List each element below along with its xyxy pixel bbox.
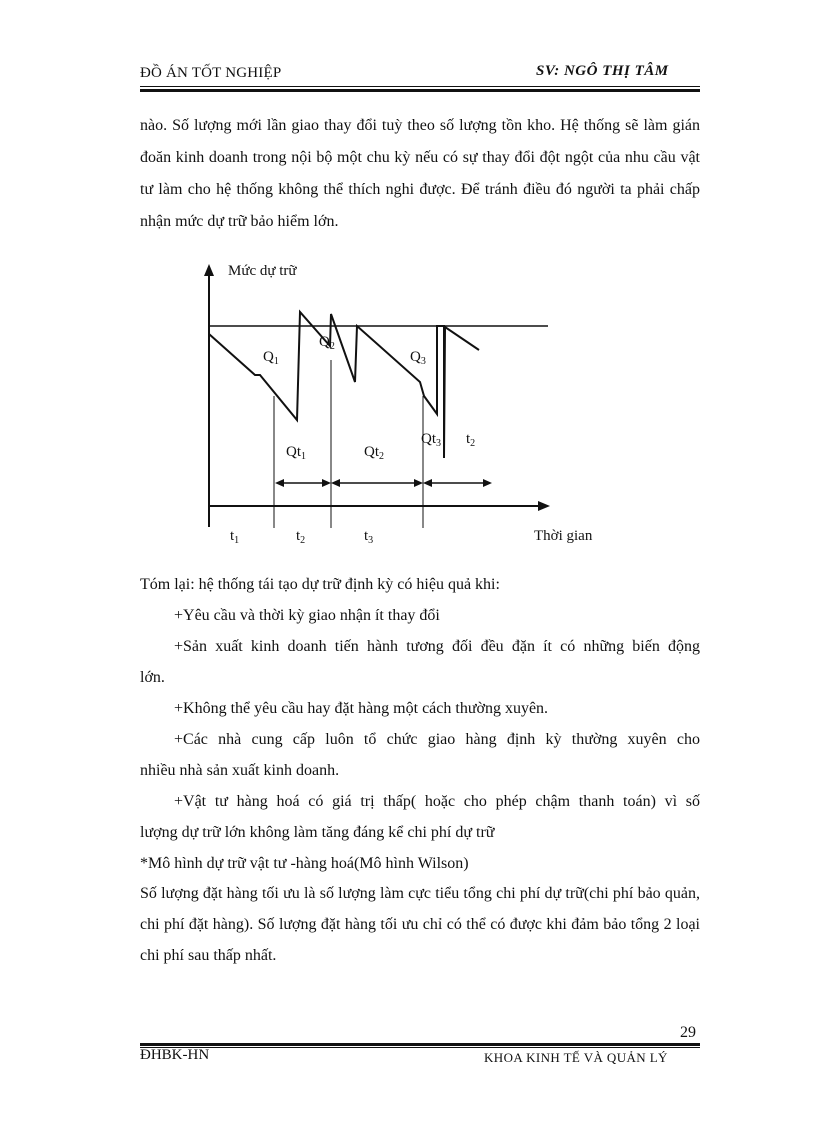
- summary-intro: Tóm lại: hệ thống tái tạo dự trữ định kỳ có hiệu quả khi:: [140, 576, 500, 593]
- t2-axis-label: $t_2$: [296, 528, 306, 546]
- summary-bullet-5-line-1: +Vật tư hàng hoá có giá trị thấp( hoặc cho phép chậm thanh toán) vì số: [174, 793, 700, 810]
- page-number: 29: [680, 1024, 696, 1041]
- summary-bullet-4-line-2: nhiều nhà sản xuất kinh doanh.: [140, 762, 340, 779]
- header-student-name: SV: NGÔ THỊ TÂM: [536, 63, 669, 79]
- footer-university: ĐHBK-HN: [140, 1047, 210, 1063]
- summary-bullet-2-line-1: +Sản xuất kinh doanh tiến hành tương đối đều đặn ít có những biến động: [174, 638, 700, 655]
- y-axis-arrow-icon: [204, 264, 214, 276]
- q2-label: $Q_2$: [319, 334, 335, 352]
- stock-sawtooth: [209, 312, 479, 458]
- interval-arrow-1-left-icon: [275, 479, 284, 487]
- x-axis-label: Thời gian: [534, 528, 593, 544]
- summary-bullet-3: +Không thể yêu cầu hay đặt hàng một cách thường xuyên.: [174, 700, 549, 717]
- footer-rule-thick: [140, 1043, 700, 1046]
- interval-arrow-3-left-icon: [423, 479, 432, 487]
- q1-label: $Q_1$: [263, 349, 279, 367]
- t1-axis-label: $t_1$: [230, 528, 240, 546]
- interval-arrow-2-right-icon: [414, 479, 423, 487]
- t2-top-label: $t_2$: [466, 431, 476, 449]
- y-axis-label: Mức dự trữ: [228, 263, 297, 279]
- q3-label: $Q_3$: [410, 349, 426, 367]
- wilson-heading: *Mô hình dự trữ vật tư -hàng hoá(Mô hình Wilson): [140, 855, 469, 872]
- intro-paragraph: nào. Số lượng mới lần giao thay đổi tuỳ theo số lượng tồn kho. Hệ thống sẽ làm gián đoăn kinh doanh trong nội bộ một chu kỳ nếu có sự thay đổi đột ngột của nhu cầu vật tư làm cho hệ thống không thể thích nghi được. Để tránh điều đó người ta phải chấp nhận mức dự trữ bảo hiểm lớn.: [140, 117, 700, 230]
- summary-bullet-1: +Yêu cầu và thời kỳ giao nhận ít thay đổi: [174, 607, 440, 624]
- qt1-label: $Qt_1$: [286, 444, 306, 462]
- x-axis-arrow-icon: [538, 501, 550, 511]
- qt2-label: $Qt_2$: [364, 444, 384, 462]
- footer-faculty: KHOA KINH TẾ VÀ QUẢN LÝ: [484, 1050, 668, 1065]
- interval-arrow-1-right-icon: [322, 479, 331, 487]
- t3-axis-label: $t_3$: [364, 528, 374, 546]
- interval-arrow-3-right-icon: [483, 479, 492, 487]
- interval-arrow-2-left-icon: [331, 479, 340, 487]
- header-title: ĐỒ ÁN TỐT NGHIỆP: [140, 65, 282, 81]
- summary-bullet-4-line-1: +Các nhà cung cấp luôn tổ chức giao hàng định kỳ thường xuyên cho: [174, 731, 700, 748]
- summary-bullet-2-line-2: lớn.: [140, 669, 165, 686]
- wilson-paragraph: Số lượng đặt hàng tối ưu là số lượng làm cực tiểu tổng chi phí dự trữ(chi phí bảo quản, chi phí đặt hàng). Số lượng đặt hàng tối ưu chỉ có thể có được khi đảm bảo tổng 2 loại chi phí sau thấp nhất.: [140, 885, 700, 964]
- footer-rule-thin: [140, 1047, 700, 1048]
- qt3-label: $Qt_3$: [421, 431, 441, 449]
- summary-bullet-5-line-2: lượng dự trữ lớn không làm tăng đáng kể chi phí dự trữ: [140, 824, 495, 841]
